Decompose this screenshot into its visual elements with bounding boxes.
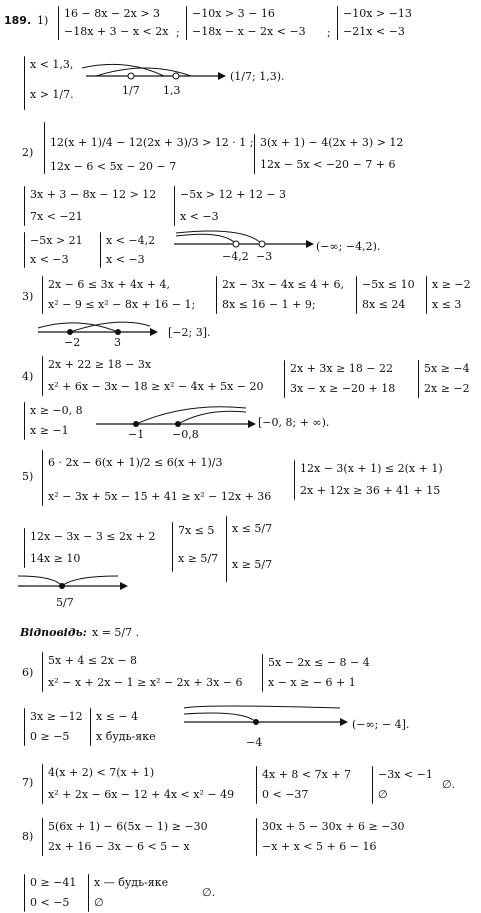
part-label-4: 4) <box>22 370 34 383</box>
system-8c: 0 ≥ −41 0 < −5 <box>24 874 25 912</box>
part-label-1: 1) <box>37 14 49 27</box>
answer-3: [−2; 3]. <box>168 326 211 339</box>
axis-label-1b: 1,3 <box>163 84 181 97</box>
system-3a: 2x − 6 ≤ 3x + 4x + 4, x² − 9 ≤ x² − 8x + 16 − 1; <box>42 276 43 314</box>
answer-5: x = 5/7 . <box>92 626 140 639</box>
axis-label-5: 5/7 <box>56 596 74 609</box>
system-5b: 12x − 3(x + 1) ≤ 2(x + 1) 2x + 12x ≥ 36 + 41 + 15 <box>294 460 295 500</box>
system-5a: 6 · 2x − 6(x + 1)/2 ≤ 6(x + 1)/3 x² − 3x + 5x − 15 + 41 ≥ x² − 12x + 36 <box>42 450 43 506</box>
system-8b: 30x + 5 − 30x + 6 ≥ −30 −x + x < 5 + 6 − 16 <box>256 818 257 856</box>
part-label-8: 8) <box>22 830 34 843</box>
system-2d: −5x > 12 + 12 − 3 x < −3 <box>174 186 175 226</box>
system-6a: 5x + 4 ≤ 2x − 8 x² − x + 2x − 1 ≥ x² − 2x + 3x − 6 <box>42 652 43 692</box>
system-6b: 5x − 2x ≤ − 8 − 4 x − x ≥ − 6 + 1 <box>262 654 263 692</box>
answer-label-5: Відповідь: <box>20 626 87 639</box>
system-2a: 12(x + 1)/4 − 12(2x + 3)/3 > 12 · 1 ; 12x − 6 < 5x − 20 − 7 <box>44 122 45 174</box>
system-1d: x < 1,3, x > 1/7. <box>24 56 25 110</box>
axis-label-3a: −2 <box>64 336 81 349</box>
system-4d: x ≥ −0, 8 x ≥ −1 <box>24 402 25 440</box>
axis-label-2b: −3 <box>256 250 273 263</box>
system-6d: x ≤ − 4 x будь-яке <box>90 708 91 746</box>
system-7b: 4x + 8 < 7x + 7 0 < −37 <box>256 766 257 804</box>
system-4c: 5x ≥ −4 2x ≥ −2 <box>418 360 419 398</box>
number-line-1 <box>86 62 226 112</box>
system-7c: −3x < −1 ∅ <box>372 766 373 804</box>
system-1c: −10x > −13 −21x < −3 <box>337 6 338 40</box>
system-6c: 3x ≥ −12 0 ≥ −5 <box>24 708 25 746</box>
number-line-3 <box>38 318 158 348</box>
axis-label-2a: −4,2 <box>222 250 249 263</box>
system-5e: x ≤ 5/7 x ≥ 5/7 <box>226 516 227 582</box>
problem-number: 189. <box>4 14 32 27</box>
system-2f: x < −4,2 x < −3 <box>100 232 101 268</box>
system-1b: −10x > 3 − 16 −18x − x − 2x < −3 <box>186 6 187 40</box>
system-2c: 3x + 3 − 8x − 12 > 12 7x < −21 <box>24 186 25 226</box>
answer-8: ∅. <box>202 886 216 899</box>
part-label-6: 6) <box>22 666 34 679</box>
answer-2: (−∞; −4,2). <box>316 240 381 253</box>
answer-1: (1/7; 1,3). <box>230 70 285 83</box>
system-5c: 12x − 3x − 3 ≤ 2x + 2 14x ≥ 10 <box>24 528 25 568</box>
axis-label-6: −4 <box>246 736 263 749</box>
axis-label-4a: −1 <box>128 428 145 441</box>
system-4a: 2x + 22 ≥ 18 − 3x x² + 6x − 3x − 18 ≥ x² − 4x + 5x − 20 <box>42 356 43 396</box>
answer-4: [−0, 8; + ∞). <box>258 416 330 429</box>
system-8a: 5(6x + 1) − 6(5x − 1) ≥ −30 2x + 16 − 3x − 6 < 5 − x <box>42 818 43 856</box>
answer-6: (−∞; − 4]. <box>352 718 410 731</box>
part-label-2: 2) <box>22 146 34 159</box>
number-line-6 <box>184 704 348 734</box>
axis-label-4b: −0,8 <box>172 428 199 441</box>
system-2e: −5x > 21 x < −3 <box>24 232 25 268</box>
system-8d: x — будь-яке ∅ <box>88 874 89 912</box>
system-7a: 4(x + 2) < 7(x + 1) x² + 2x − 6x − 12 + 4x < x² − 49 <box>42 764 43 804</box>
answer-7: ∅. <box>442 778 456 791</box>
system-1a: 16 − 8x − 2x > 3 −18x + 3 − x < 2x <box>58 6 59 40</box>
part-label-5: 5) <box>22 470 34 483</box>
system-2b: 3(x + 1) − 4(2x + 3) > 12 12x − 5x < −20 − 7 + 6 <box>254 134 255 174</box>
axis-label-1a: 1/7 <box>122 84 140 97</box>
system-3b: 2x − 3x − 4x ≤ 4 + 6, 8x ≤ 16 − 1 + 9; <box>216 276 217 314</box>
part-label-7: 7) <box>22 776 34 789</box>
system-4b: 2x + 3x ≥ 18 − 22 3x − x ≥ −20 + 18 <box>284 360 285 398</box>
system-3d: x ≥ −2 x ≤ 3 <box>426 276 427 314</box>
axis-label-3b: 3 <box>114 336 121 349</box>
system-3c: −5x ≤ 10 8x ≤ 24 <box>356 276 357 314</box>
system-5d: 7x ≤ 5 x ≥ 5/7 <box>172 522 173 572</box>
part-label-3: 3) <box>22 290 34 303</box>
